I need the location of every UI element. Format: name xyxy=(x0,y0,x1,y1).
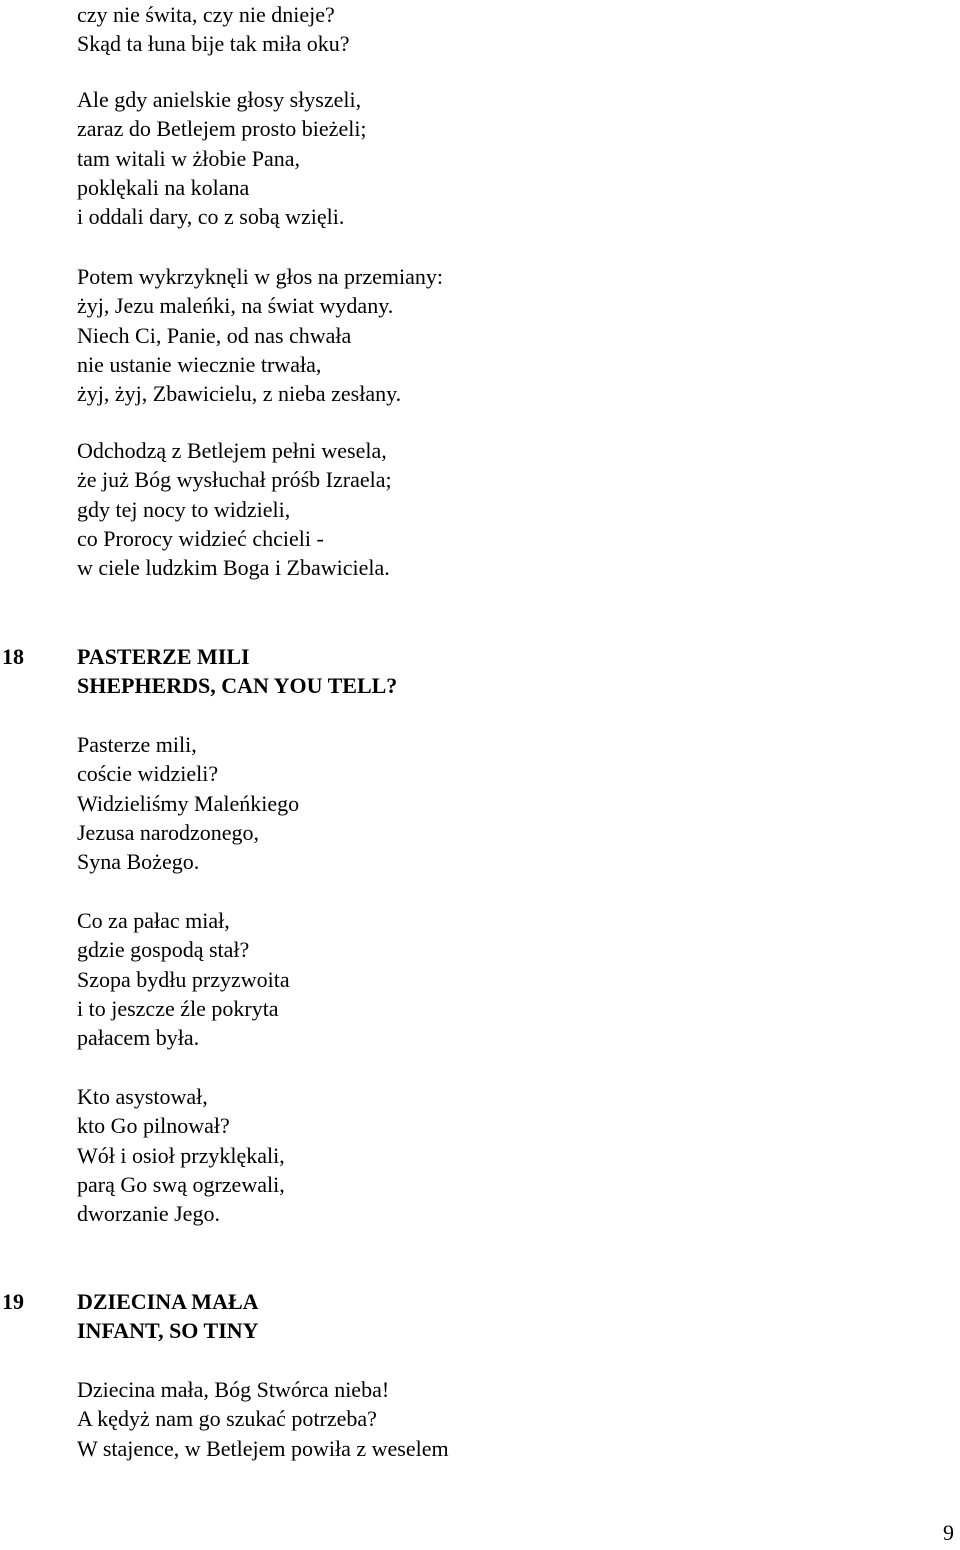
song-titles xyxy=(77,642,397,701)
verse-line: Odchodzą z Betlejem pełni wesela, xyxy=(77,438,387,463)
verse-line: Jezusa narodzonego, xyxy=(77,819,260,845)
stanza-top-1 xyxy=(77,0,350,59)
song-number: 19 xyxy=(2,1289,24,1314)
stanza-top-2 xyxy=(77,85,367,231)
verse-line: kto Go pilnował? xyxy=(77,1113,230,1139)
verse-line: gdy tej nocy to widzieli, xyxy=(77,496,291,522)
song-title-english: SHEPHERDS, CAN YOU TELL? xyxy=(77,673,398,699)
verse-line: co Prorocy widzieć chcieli - xyxy=(77,525,324,551)
verse-line: Co za pałac miał, xyxy=(77,908,230,933)
song-18-stanza-3 xyxy=(77,1082,285,1228)
verse-line: Dziecina mała, Bóg Stwórca nieba! xyxy=(77,1377,390,1402)
song-19-stanza-1 xyxy=(77,1375,449,1463)
verse-line: Widzieliśmy Maleńkiego xyxy=(77,790,300,816)
verse-line: żyj, Jezu maleńki, na świat wydany. xyxy=(77,293,394,319)
page-number: 9 xyxy=(943,1520,954,1545)
stanza-top-3 xyxy=(77,262,443,408)
verse-line: W stajence, w Betlejem powiła z weselem xyxy=(77,1435,449,1461)
song-titles xyxy=(77,1287,259,1346)
verse-line: parą Go swą ogrzewali, xyxy=(77,1171,285,1197)
song-18-stanza-1 xyxy=(77,730,299,876)
song-title-english: INFANT, SO TINY xyxy=(77,1318,259,1344)
verse-line: zaraz do Betlejem prosto bieżeli; xyxy=(77,116,367,142)
song-18-stanza-2 xyxy=(77,906,290,1052)
song-title-polish: PASTERZE MILI xyxy=(77,644,250,669)
verse-line: dworzanie Jego. xyxy=(77,1201,220,1227)
song-title-polish: DZIECINA MAŁA xyxy=(77,1289,259,1314)
verse-line: żyj, żyj, Zbawicielu, z nieba zesłany. xyxy=(77,381,402,407)
verse-line: tam witali w żłobie Pana, xyxy=(77,145,300,171)
verse-line: Potem wykrzyknęli w głos na przemiany: xyxy=(77,264,443,289)
verse-line: Niech Ci, Panie, od nas chwała xyxy=(77,322,352,348)
verse-line: gdzie gospodą stał? xyxy=(77,937,250,963)
verse-line: i to jeszcze źle pokryta xyxy=(77,995,279,1021)
verse-line: Ale gdy anielskie głosy słyszeli, xyxy=(77,87,362,112)
verse-line: że już Bóg wysłuchał próśb Izraela; xyxy=(77,467,392,493)
verse-line: Wół i osioł przyklękali, xyxy=(77,1142,285,1168)
verse-line: Szopa bydłu przyzwoita xyxy=(77,966,290,992)
verse-line: Pasterze mili, xyxy=(77,732,197,757)
verse-line: Syna Bożego. xyxy=(77,849,200,875)
verse-line: nie ustanie wiecznie trwała, xyxy=(77,351,322,377)
stanza-top-4 xyxy=(77,436,392,582)
verse-line: coście widzieli? xyxy=(77,761,219,787)
verse-line: pałacem była. xyxy=(77,1025,200,1051)
verse-line: poklękali na kolana xyxy=(77,174,250,200)
verse-line: w ciele ludzkim Boga i Zbawiciela. xyxy=(77,555,390,581)
verse-line: Kto asystował, xyxy=(77,1084,208,1109)
song-number: 18 xyxy=(2,644,24,669)
verse-line: Skąd ta łuna bije tak miła oku? xyxy=(77,31,350,57)
verse-line: i oddali dary, co z sobą wzięli. xyxy=(77,204,345,230)
verse-line: czy nie świta, czy nie dnieje? xyxy=(77,2,335,27)
verse-line: A kędyż nam go szukać potrzeba? xyxy=(77,1406,377,1432)
